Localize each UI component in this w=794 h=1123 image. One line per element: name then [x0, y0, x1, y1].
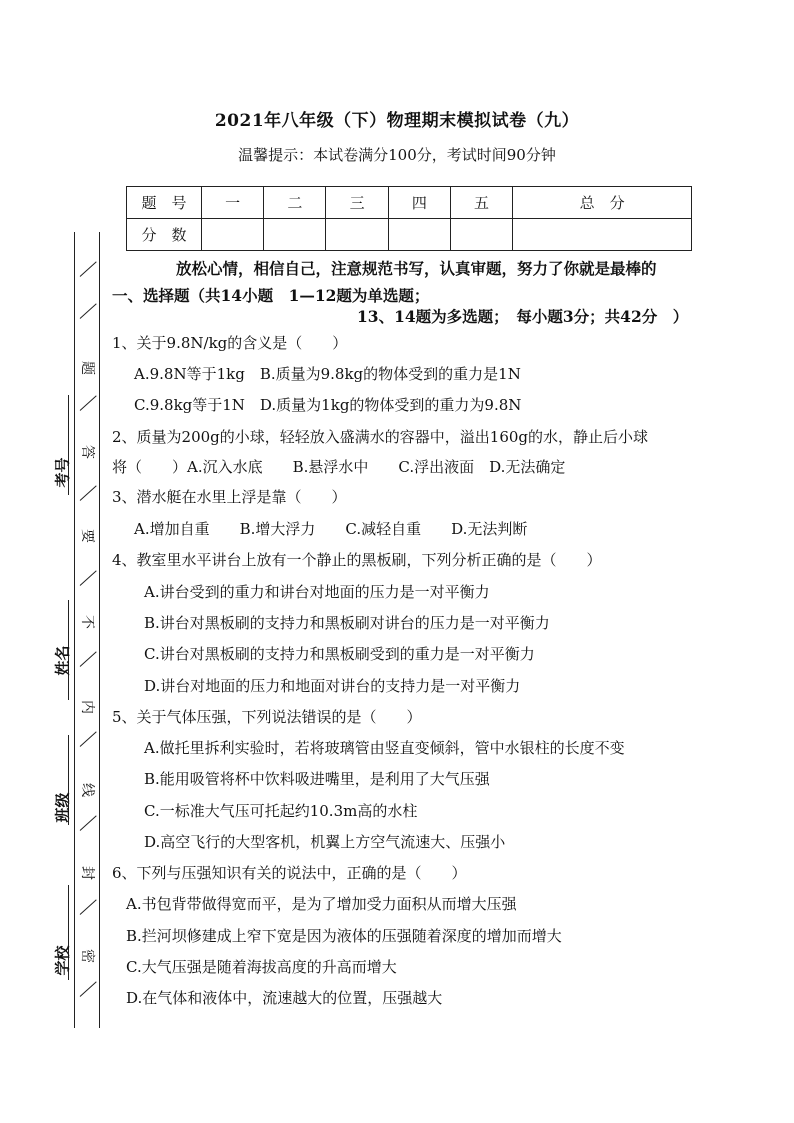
score-table-header-row: [127, 187, 692, 219]
score-table-score-row: [127, 219, 692, 251]
name-label: 姓名: [53, 645, 72, 676]
exam-tip: 温馨提示：本试卷满分100分，考试时间90分钟: [238, 146, 556, 164]
question-option: 将（ ）A.沉入水底 B.悬浮水中 C.浮出液面 D.无法确定: [112, 458, 566, 476]
seal-char: 题: [79, 361, 95, 375]
question-stem: 3、潜水艇在水里上浮是靠（ ）: [112, 488, 347, 506]
score-cell: [513, 219, 692, 251]
seal-hatch: [80, 981, 97, 996]
score-cell: 分 数: [127, 219, 202, 251]
seal-char: 要: [79, 529, 95, 543]
seal-char: 内: [79, 700, 95, 714]
score-cell: 题 号: [127, 187, 202, 219]
seal-char: 封: [79, 866, 95, 880]
question-option: A.增加自重 B.增大浮力 C.减轻自重 D.无法判断: [134, 520, 528, 538]
school-label: 学校: [53, 945, 72, 976]
seal-hatch: [80, 303, 97, 318]
score-cell: [450, 219, 512, 251]
score-cell: 总 分: [513, 187, 692, 219]
question-option: C.讲台对黑板刷的支持力和黑板刷受到的重力是一对平衡力: [144, 645, 535, 663]
seal-hatch: [80, 815, 97, 830]
seal-char: 密: [79, 949, 95, 963]
score-cell: [264, 219, 326, 251]
question-stem: 6、下列与压强知识有关的说法中，正确的是（ ）: [112, 864, 467, 882]
question-stem: 5、关于气体压强，下列说法错误的是（ ）: [112, 708, 422, 726]
question-option: B.讲台对黑板刷的支持力和黑板刷对讲台的压力是一对平衡力: [144, 614, 550, 632]
seal-hatch: [80, 395, 97, 410]
question-option: D.在气体和液体中，流速越大的位置，压强越大: [126, 989, 443, 1007]
question-stem: 2、质量为200g的小球，轻轻放入盛满水的容器中，溢出160g的水，静止后小球: [112, 428, 649, 446]
score-cell: 一: [202, 187, 264, 219]
question-option: D.讲台对地面的压力和地面对讲台的支持力是一对平衡力: [144, 677, 521, 695]
question-option: D.高空飞行的大型客机，机翼上方空气流速大、压强小: [144, 833, 506, 851]
binding-line-inner: [99, 232, 100, 1028]
score-cell: 四: [388, 187, 450, 219]
seal-hatch: [80, 731, 97, 746]
question-option: C.9.8kg等于1N D.质量为1kg的物体受到的重力为9.8N: [134, 396, 522, 414]
motto: 放松心情，相信自己，注意规范书写，认真审题，努力了你就是最棒的: [176, 259, 657, 278]
score-cell: [202, 219, 264, 251]
seal-char: 线: [79, 783, 95, 797]
seal-char: 不: [79, 615, 95, 629]
score-cell: 三: [326, 187, 388, 219]
score-table: [126, 186, 692, 251]
seal-hatch: [80, 899, 97, 914]
question-option: A.做托里拆利实验时，若将玻璃管由竖直变倾斜，管中水银柱的长度不变: [144, 739, 625, 757]
question-stem: 4、教室里水平讲台上放有一个静止的黑板刷，下列分析正确的是（ ）: [112, 551, 602, 569]
score-cell: [388, 219, 450, 251]
score-cell: 五: [450, 187, 512, 219]
seal-hatch: [80, 261, 97, 276]
exam-no-label: 考号: [53, 457, 72, 488]
section-heading: 一、选择题（共14小题 1—12题为单选题；: [112, 286, 430, 305]
seal-hatch: [80, 570, 97, 585]
class-label: 班级: [53, 792, 72, 823]
seal-hatch: [80, 651, 97, 666]
question-option: A.书包背带做得宽而平，是为了增加受力面积从而增大压强: [126, 895, 517, 913]
question-option: C.大气压强是随着海拔高度的升高而增大: [126, 958, 397, 976]
question-stem: 1、关于9.8N/kg的含义是（ ）: [112, 334, 348, 352]
score-cell: 二: [264, 187, 326, 219]
score-cell: [326, 219, 388, 251]
question-option: A.讲台受到的重力和讲台对地面的压力是一对平衡力: [144, 583, 490, 601]
section-heading-cont: 13、14题为多选题； 每小题3分；共42分 ）: [357, 307, 689, 326]
question-option: B.拦河坝修建成上窄下宽是因为液体的压强随着深度的增加而增大: [126, 927, 562, 945]
seal-hatch: [80, 485, 97, 500]
question-option: C.一标准大气压可托起约10.3m高的水柱: [144, 802, 418, 820]
seal-char: 答: [79, 445, 95, 459]
question-option: B.能用吸管将杯中饮料吸进嘴里，是利用了大气压强: [144, 770, 490, 788]
question-option: A.9.8N等于1kg B.质量为9.8kg的物体受到的重力是1N: [134, 365, 521, 383]
binding-line-outer: [74, 232, 75, 1028]
page-title: 2021年八年级（下）物理期末模拟试卷（九）: [214, 111, 580, 131]
